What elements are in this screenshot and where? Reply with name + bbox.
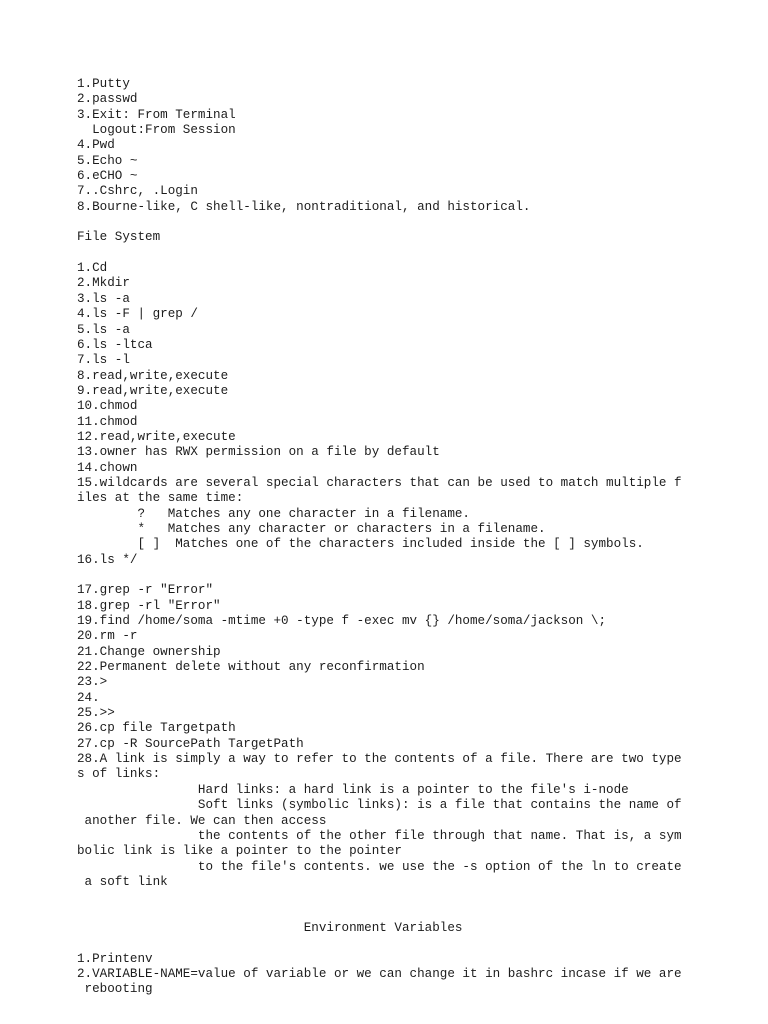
document-line: 7..Cshrc, .Login xyxy=(77,184,198,199)
document-line: [ ] Matches one of the characters included inside the [ ] symbols. xyxy=(77,537,644,552)
document-line: 9.read,write,execute xyxy=(77,383,229,398)
document-line: 6.ls -ltca xyxy=(77,337,153,352)
document-line: 5.Echo ~ xyxy=(77,153,138,168)
document-line: the contents of the other file through that name. That is, a sym xyxy=(77,828,682,843)
document-line: Environment Variables xyxy=(77,920,463,935)
document-line xyxy=(77,246,737,261)
document-line: Logout:From Session xyxy=(77,123,236,138)
document-line: 2.VARIABLE-NAME=value of variable or we can change it in bashrc incase if we are xyxy=(77,966,682,981)
document-line: 1.Printenv xyxy=(77,951,153,966)
document-line: rebooting xyxy=(77,982,153,997)
document-line: 4.ls -F | grep / xyxy=(77,307,198,322)
document-line: 8.read,write,execute xyxy=(77,368,229,383)
document-line: 12.read,write,execute xyxy=(77,429,236,444)
document-line: 2.passwd xyxy=(77,92,138,107)
document-line: 21.Change ownership xyxy=(77,644,221,659)
document-line: s of links: xyxy=(77,767,161,782)
document-line: 5.ls -a xyxy=(77,322,130,337)
document-line: 20.rm -r xyxy=(77,629,138,644)
document-line: 27.cp -R SourcePath TargetPath xyxy=(77,736,304,751)
document-line: 22.Permanent delete without any reconfirmation xyxy=(77,660,425,675)
document-line: 2.Mkdir xyxy=(77,276,130,291)
document-line: 11.chmod xyxy=(77,414,138,429)
document-text xyxy=(77,77,737,998)
document-line: 18.grep -rl "Error" xyxy=(77,598,221,613)
document-line: 3.ls -a xyxy=(77,291,130,306)
document-line: 14.chown xyxy=(77,460,138,475)
document-line: 25.>> xyxy=(77,706,115,721)
document-line: 10.chmod xyxy=(77,399,138,414)
document-line: 28.A link is simply a way to refer to the contents of a file. There are two type xyxy=(77,752,682,767)
document-line: 19.find /home/soma -mtime +0 -type f -exec mv {} /home/soma/jackson \; xyxy=(77,614,607,629)
document-line: 17.grep -r "Error" xyxy=(77,583,214,598)
document-line: 24. xyxy=(77,690,100,705)
document-line: another file. We can then access xyxy=(77,813,327,828)
document-line xyxy=(77,568,737,583)
document-line: 15.wildcards are several special characters that can be used to match multiple f xyxy=(77,475,682,490)
document-line: bolic link is like a pointer to the pointer xyxy=(77,844,402,859)
document-line xyxy=(77,936,737,951)
document-line: 6.eCHO ~ xyxy=(77,169,138,184)
document-line: to the file's contents. we use the -s option of the ln to create xyxy=(77,859,682,874)
document-line: Hard links: a hard link is a pointer to the file's i-node xyxy=(77,782,629,797)
document-line: a soft link xyxy=(77,874,168,889)
document-line: iles at the same time: xyxy=(77,491,244,506)
document-line: 8.Bourne-like, C shell-like, nontraditional, and historical. xyxy=(77,199,531,214)
document-line: 3.Exit: From Terminal xyxy=(77,107,236,122)
document-line: 23.> xyxy=(77,675,108,690)
document-line: 7.ls -l xyxy=(77,353,130,368)
document-line: Soft links (symbolic links): is a file that contains the name of xyxy=(77,798,682,813)
document-line: 1.Putty xyxy=(77,77,130,91)
document-line xyxy=(77,890,737,905)
document-line: ? Matches any one character in a filename. xyxy=(77,506,470,521)
document-line xyxy=(77,215,737,230)
document-line: 1.Cd xyxy=(77,261,108,276)
document-line: 26.cp file Targetpath xyxy=(77,721,236,736)
document-line: 13.owner has RWX permission on a file by default xyxy=(77,445,440,460)
document-line xyxy=(77,906,737,921)
document-line: File System xyxy=(77,230,161,245)
document-line: 4.Pwd xyxy=(77,138,115,153)
document-line: 16.ls */ xyxy=(77,552,138,567)
document-line: * Matches any character or characters in a filename. xyxy=(77,521,546,536)
